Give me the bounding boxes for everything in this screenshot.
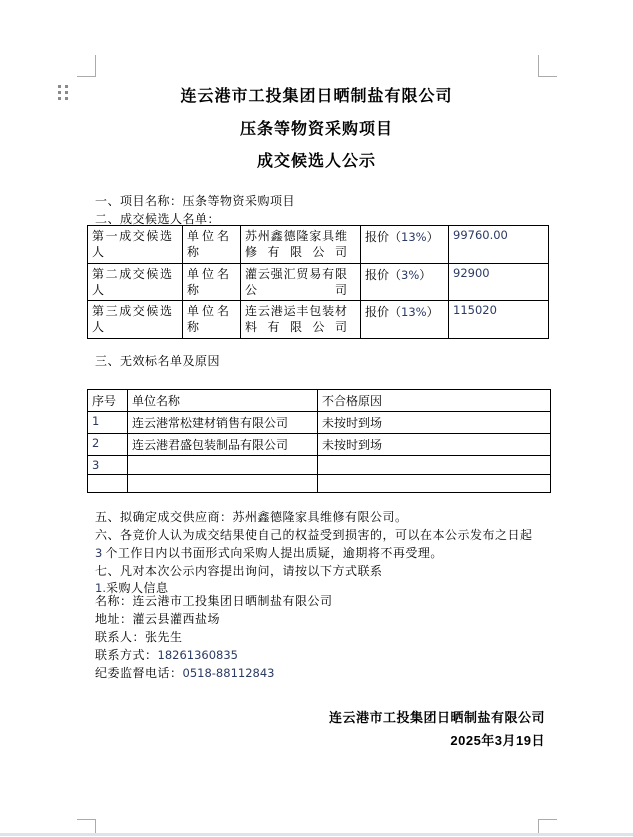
invalid-bidders-table (87, 389, 551, 493)
col-header-reason: 不合格原因 (318, 390, 551, 412)
section-candidates-heading: 二、成交候选人名单： (95, 212, 221, 226)
quote-label-cell: 报价（3%） (361, 264, 449, 301)
col-header-company: 单位名称 (128, 390, 318, 412)
quote-label-cell: 报价（13%） (361, 226, 449, 264)
signature-block (329, 706, 545, 752)
contact-person-line: 联系人：张先生 (95, 630, 183, 644)
serial-cell (88, 475, 128, 493)
reason-cell (318, 456, 551, 475)
company-cell: 灌云强汇贸易有限公司 (241, 264, 361, 301)
table-row (88, 412, 551, 434)
page-bottom-edge (0, 833, 633, 836)
company-cell (128, 456, 318, 475)
doc-title-company: 连云港市工投集团日晒制盐有限公司 (180, 88, 453, 105)
section-objection-line2: 3 个工作日内以书面形式向采购人提出质疑，逾期将不再受理。 (95, 546, 443, 560)
table-row (88, 226, 549, 264)
unit-label-cell: 单位名称 (183, 226, 241, 264)
table-row (88, 456, 551, 475)
doc-title-notice: 成交候选人公示 (256, 153, 376, 170)
table-row (88, 434, 551, 456)
col-header-no: 序号 (88, 390, 128, 412)
contact-name-line: 名称：连云港市工投集团日晒制盐有限公司 (95, 594, 333, 608)
unit-label-cell: 单位名称 (183, 301, 241, 339)
table-header-row (88, 390, 551, 412)
contact-address-line: 地址：灌云县灌西盐场 (95, 612, 221, 626)
section-supplier: 五、拟确定成交供应商：苏州鑫德隆家具维修有限公司。 (95, 510, 408, 524)
company-cell: 苏州鑫德隆家具维修有限公司 (241, 226, 361, 264)
section-invalid-heading: 三、无效标名单及原因 (95, 354, 221, 368)
company-cell: 连云港君盛包装制品有限公司 (128, 434, 318, 456)
candidate-rank-cell: 第三成交候选人 (88, 301, 183, 339)
margin-crop-mark-top-right-icon (538, 55, 557, 77)
table-row (88, 301, 549, 339)
doc-title-project: 压条等物资采购项目 (239, 121, 393, 138)
buyer-info-heading: 1.采购人信息 (95, 581, 169, 595)
quote-label-cell: 报价（13%） (361, 301, 449, 339)
price-cell: 92900 (449, 264, 549, 301)
contact-block (95, 592, 333, 682)
margin-crop-mark-top-left-icon (77, 55, 96, 77)
unit-label-cell: 单位名称 (183, 264, 241, 301)
signature-company: 连云港市工投集团日晒制盐有限公司 (328, 710, 545, 725)
candidates-table (87, 225, 549, 339)
margin-crop-mark-bottom-left-icon (77, 819, 96, 834)
candidate-rank-cell: 第一成交候选人 (88, 226, 183, 264)
serial-cell: 3 (88, 456, 128, 475)
section-objection-line1: 六、各竞价人认为成交结果使自己的权益受到损害的，可以在本公示发布之日起 (95, 528, 533, 542)
contact-phone-line: 联系方式：18261360835 (95, 648, 238, 662)
company-cell: 连云港运丰包装材料有限公司 (241, 301, 361, 339)
serial-cell: 2 (88, 434, 128, 456)
price-cell: 115020 (449, 301, 549, 339)
table-row (88, 475, 551, 493)
section-project-name: 一、项目名称：压条等物资采购项目 (95, 194, 296, 208)
section-inquiry: 七、凡对本次公示内容提出询问，请按以下方式联系 (95, 564, 383, 578)
price-cell: 99760.00 (449, 226, 549, 264)
company-cell (128, 475, 318, 493)
candidate-rank-cell: 第二成交候选人 (88, 264, 183, 301)
table-row (88, 264, 549, 301)
contact-supervision-line: 纪委监督电话：0518-88112843 (95, 666, 275, 680)
reason-cell (318, 475, 551, 493)
margin-crop-mark-bottom-right-icon (538, 819, 557, 834)
reason-cell: 未按时到场 (318, 412, 551, 434)
reason-cell: 未按时到场 (318, 434, 551, 456)
company-cell: 连云港常松建材销售有限公司 (128, 412, 318, 434)
serial-cell: 1 (88, 412, 128, 434)
signature-date: 2025年3月19日 (450, 733, 545, 748)
